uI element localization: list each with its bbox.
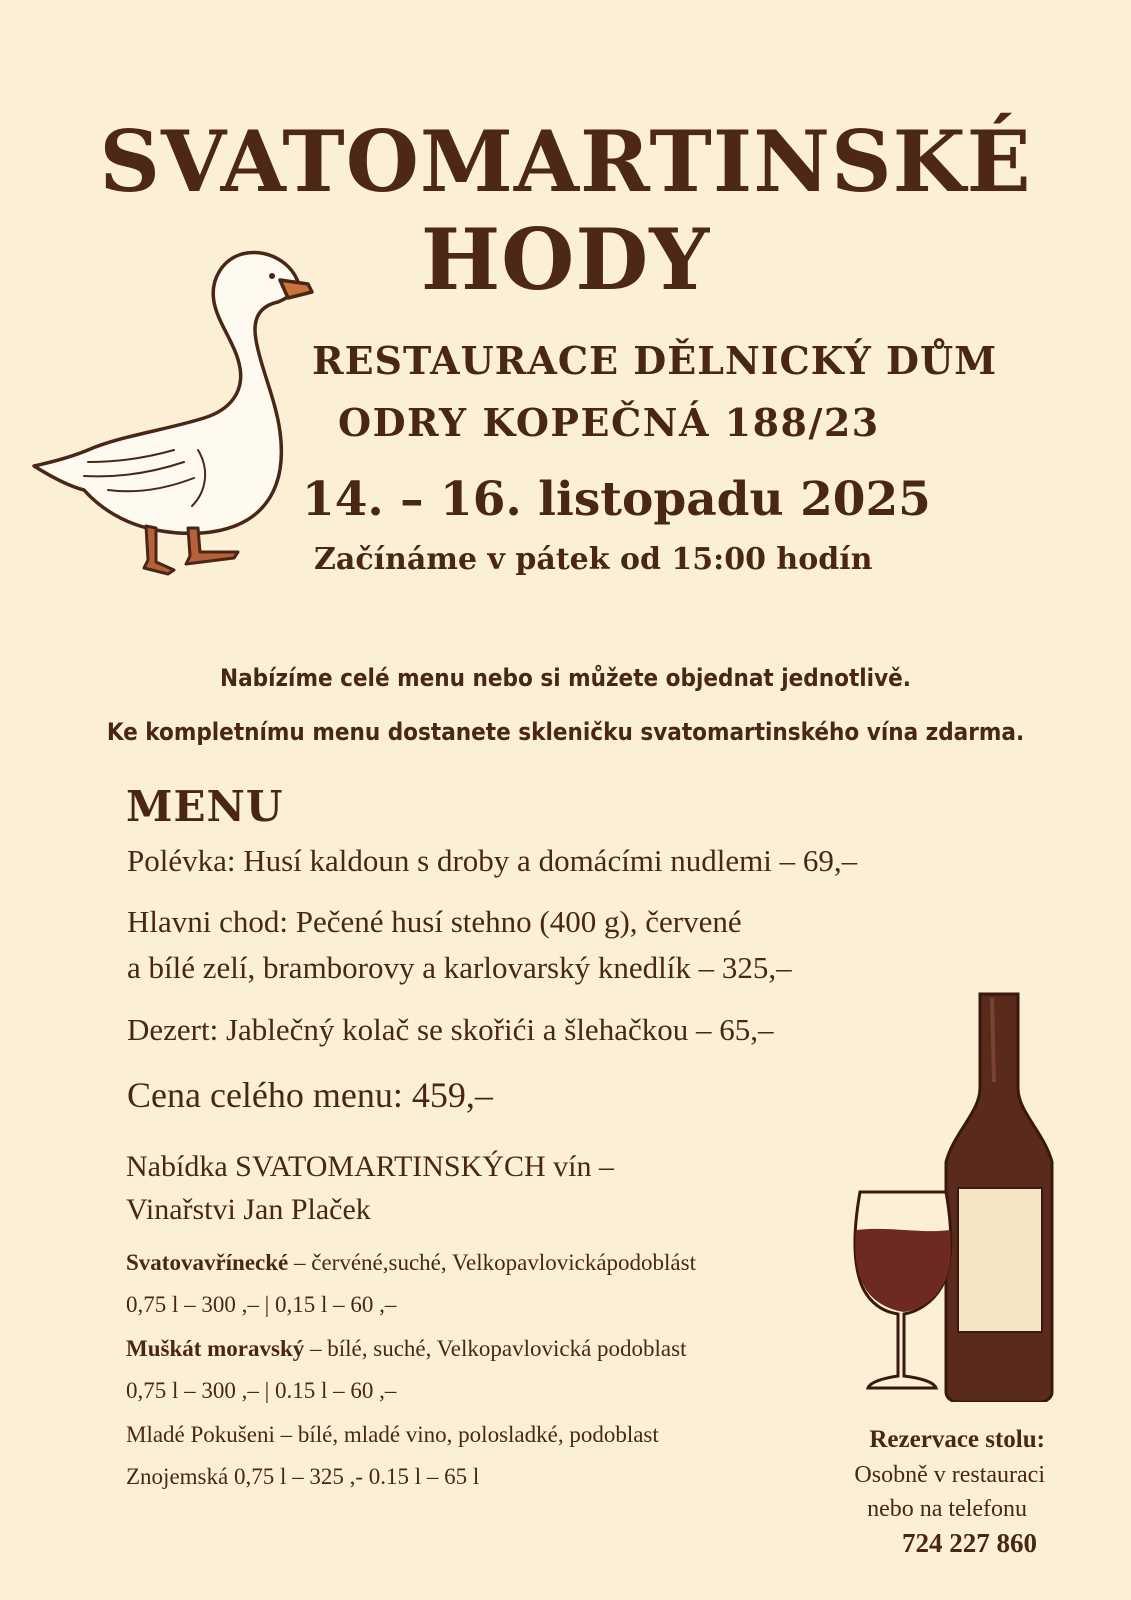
wine-item [126,1336,686,1362]
reservation-heading: Rezervace stolu: [869,1426,1045,1453]
wine-price: 0,75 l – 300 ,– | 0.15 l – 60 ,– [126,1378,397,1403]
menu-full-price: Cena celého menu: 459,– [127,1075,493,1115]
title-line-1: SVATOMARTINSKÉ [99,112,1032,211]
menu-dessert: Dezert: Jablečný kolač se skořići a šlehačkou – 65,– [127,1012,774,1047]
wines-heading-line-2: Vinařstvi Jan Plaček [126,1193,371,1226]
venue-name: RESTAURACE DĚLNICKÝ DŮM [312,338,998,383]
title-line-2: HODY [420,210,711,309]
offer-line-1: Nabízíme celé menu nebo si můžete objednat jednotlivě. [220,664,911,692]
menu-heading: MENU [126,782,284,831]
offer-line-2: Ke kompletnímu menu dostanete skleničku svatomartinského vína zdarma. [106,718,1025,746]
wine-glass-illustration [850,1186,960,1396]
wine-description: Mladé Pokušeni – bílé, mladé vino, polosladké, podoblast [126,1422,659,1447]
wine-bottle-illustration [944,992,1074,1402]
venue-address: ODRY KOPEČNÁ 188/23 [338,400,880,445]
wine-name: Svatovavřínecké [126,1250,289,1275]
wine-name: Muškát moravský [126,1336,305,1361]
wine-description: – bílé, suché, Velkopavlovická podoblast [304,1336,687,1361]
reservation-phone[interactable]: 724 227 860 [902,1528,1037,1558]
start-time: Začínáme v pátek od 15:00 hodín [314,542,873,577]
wine-item [126,1250,696,1276]
menu-main-line-1: Hlavni chod: Pečené husí stehno (400 g), červené [127,904,742,939]
wine-item [126,1422,659,1448]
goose-illustration [28,240,328,600]
reservation-line-2: nebo na telefonu [867,1496,1027,1522]
reservation-line-1: Osobně v restauraci [854,1462,1045,1488]
menu-main-line-2: a bílé zelí, bramborovy a karlovarský knedlík – 325,– [127,950,792,985]
event-dates: 14. – 16. listopadu 2025 [302,472,931,527]
wine-price: Znojemská 0,75 l – 325 ,- 0.15 l – 65 l [126,1464,480,1489]
wine-price: 0,75 l – 300 ,– | 0,15 l – 60 ,– [126,1292,397,1317]
wine-description: – červéné,suché, Velkopavlovickápodoblást [288,1250,696,1275]
menu-soup: Polévka: Husí kaldoun s droby a domácími nudlemi – 69,– [127,843,858,878]
wines-heading-line-1: Nabídka SVATOMARTINSKÝCH vín – [126,1150,614,1183]
